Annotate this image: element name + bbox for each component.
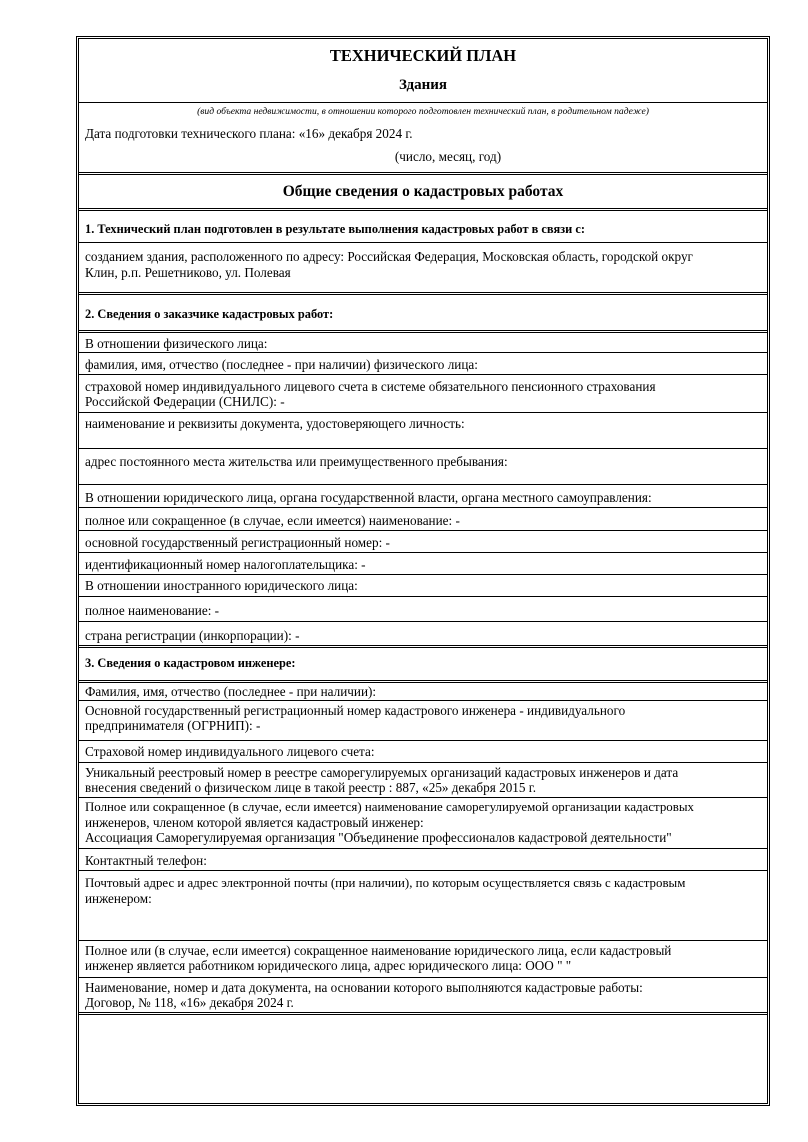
- s2-foreign-row: [79, 575, 767, 597]
- document-title: ТЕХНИЧЕСКИЙ ПЛАН: [329, 46, 517, 65]
- s2-snils-line1: страховой номер индивидуального лицевого счета в системе обязательного пенсионного страхования: [85, 379, 656, 394]
- s2-heading-row: [79, 295, 767, 333]
- s2-ogrn: основной государственный регистрационный номер: -: [85, 535, 390, 550]
- s3-sro-line2: инженеров, членом которой является кадастровый инженер:: [85, 815, 424, 830]
- s2-foreign-name: полное наименование: -: [85, 603, 220, 618]
- s3-sro-line1: Полное или сокращенное (в случае, если имеется) наименование саморегулируемой организации кадастровых: [85, 800, 694, 814]
- s3-sro-row: [79, 798, 767, 849]
- title-block: [79, 39, 767, 103]
- technical-plan-page: [76, 36, 770, 1106]
- s3-ogrnip-line2: предпринимателя (ОГРНИП): -: [85, 718, 261, 733]
- s3-contract-row: [79, 978, 767, 1015]
- s3-mail-line1: Почтовый адрес и адрес электронной почты (при наличии), по которым осуществляется связь с кадастровым: [85, 876, 686, 890]
- s2-inn: идентификационный номер налогоплательщика: -: [85, 557, 366, 572]
- s3-registry-line2: внесения сведений о физическом лице в такой реестр : 887, «25» декабря 2015 г.: [85, 780, 536, 795]
- s2-individual-row: [79, 333, 767, 353]
- prep-date: Дата подготовки технического плана: «16» декабря 2024 г.: [85, 126, 413, 141]
- s3-phone-row: [79, 849, 767, 871]
- s3-employer-line2: инженер является работником юридического лица, адрес юридического лица: ООО " ": [85, 958, 572, 973]
- s3-ogrnip-line1: Основной государственный регистрационный номер кадастрового инженера - индивидуального: [85, 703, 626, 718]
- s2-legal-name: полное или сокращенное (в случае, если имеется) наименование: -: [85, 513, 460, 528]
- date-hint: (число, месяц, год): [394, 149, 502, 164]
- s2-id-doc-row: [79, 413, 767, 449]
- s2-foreign: В отношении иностранного юридического лица:: [85, 578, 358, 593]
- s1-reason-line1: созданием здания, расположенного по адресу: Российская Федерация, Московская область, городской округ: [85, 249, 693, 264]
- s2-individual: В отношении физического лица:: [85, 336, 268, 351]
- s3-employer-row: [79, 941, 767, 978]
- s2-inn-row: [79, 553, 767, 575]
- s2-snils-row: [79, 375, 767, 413]
- s2-legal-row: [79, 485, 767, 508]
- s2-heading: 2. Сведения о заказчике кадастровых работ:: [85, 307, 334, 321]
- s2-id-doc: наименование и реквизиты документа, удостоверяющего личность:: [85, 416, 465, 431]
- s3-registry-line1: Уникальный реестровый номер в реестре саморегулируемых организаций кадастровых инженеров и дата: [85, 765, 679, 780]
- s1-reason-row: [79, 243, 767, 295]
- s3-ogrnip-row: [79, 701, 767, 741]
- s3-mail-row: [79, 871, 767, 941]
- object-type-hint-row: [79, 103, 767, 119]
- object-type: Здания: [398, 77, 448, 93]
- s1-heading-row: [79, 211, 767, 243]
- s2-ogrn-row: [79, 531, 767, 553]
- s2-country-row: [79, 622, 767, 648]
- s1-reason-line2: Клин, р.п. Решетниково, ул. Полевая: [85, 265, 291, 280]
- s2-country: страна регистрации (инкорпорации): -: [85, 628, 300, 643]
- section-title: Общие сведения о кадастровых работах: [282, 183, 564, 200]
- s2-snils-line2: Российской Федерации (СНИЛС): -: [85, 394, 285, 409]
- s3-mail-line2: инженером:: [85, 891, 152, 906]
- s2-fio-row: [79, 353, 767, 375]
- s3-phone: Контактный телефон:: [85, 853, 207, 868]
- s2-legal-name-row: [79, 508, 767, 531]
- s2-address-row: [79, 449, 767, 485]
- s2-address: адрес постоянного места жительства или преимущественного пребывания:: [85, 454, 508, 469]
- s3-contract-line1: Наименование, номер и дата документа, на основании которого выполняются кадастровые работы:: [85, 980, 643, 995]
- s3-fio-row: [79, 683, 767, 701]
- s3-sro-line3: Ассоциация Саморегулируемая организация "Объединение профессионалов кадастровой деятельности": [85, 830, 672, 845]
- s3-heading-row: [79, 648, 767, 683]
- s1-heading: 1. Технический план подготовлен в результате выполнения кадастровых работ в связи с:: [85, 222, 586, 236]
- s3-employer-line1: Полное или (в случае, если имеется) сокращенное наименование юридического лица, если кадастровый: [85, 943, 672, 958]
- s3-contract-line2: Договор, № 118, «16» декабря 2024 г.: [85, 995, 294, 1010]
- s3-heading: 3. Сведения о кадастровом инженере:: [85, 656, 296, 670]
- s3-registry-row: [79, 763, 767, 798]
- s2-foreign-name-row: [79, 597, 767, 622]
- object-type-hint: (вид объекта недвижимости, в отношении которого подготовлен технический план, в родительном падеже): [197, 106, 649, 117]
- date-block: [79, 119, 767, 175]
- s3-fio: Фамилия, имя, отчество (последнее - при наличии):: [85, 684, 377, 699]
- s2-fio: фамилия, имя, отчество (последнее - при наличии) физического лица:: [85, 357, 478, 372]
- s2-legal: В отношении юридического лица, органа государственной власти, органа местного самоуправления:: [85, 490, 652, 505]
- s3-snils-row: [79, 741, 767, 763]
- s3-snils: Страховой номер индивидуального лицевого счета:: [85, 744, 375, 759]
- section-title-row: [79, 175, 767, 211]
